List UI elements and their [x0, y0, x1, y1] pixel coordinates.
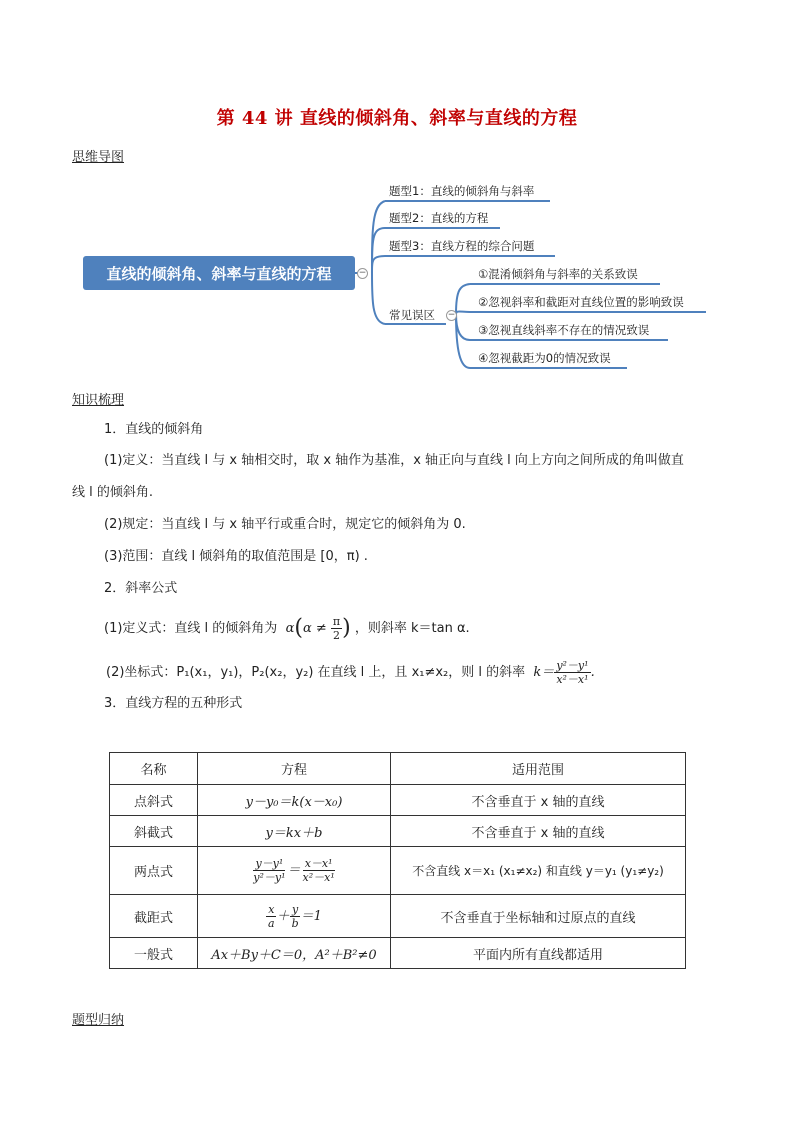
table-row — [110, 785, 686, 816]
line-equation-table — [109, 752, 686, 969]
mindmap-branch-2: 题型2：直线的方程 — [389, 211, 489, 225]
section-types: 题型归纳 — [72, 1013, 125, 1028]
slope-def-prefix: (1)定义式：直线 l 的倾斜角为 — [104, 621, 278, 636]
alpha-condition: α(α ≠ $\frac{\pi}{2}$ ) — [281, 615, 351, 642]
section-mindmap: 思维导图 — [72, 150, 125, 165]
mindmap-pitfall-2: ②忽视斜率和截距对直线位置的影响致误 — [478, 295, 684, 309]
table-row — [110, 895, 686, 938]
slope-coord-prefix: (2)坐标式：P₁(x₁，y₁)，P₂(x₂，y₂) 在直线 l 上，且 x₁≠x₂，则 l 的斜率 — [106, 665, 526, 680]
slope-definition — [104, 615, 470, 642]
slope-def-suffix: ，则斜率 k＝tan α. — [354, 621, 470, 636]
page-title: 第 44 讲 直线的倾斜角、斜率与直线的方程 — [216, 108, 578, 129]
rule-text: (2)规定：当直线 l 与 x 轴平行或重合时，规定它的倾斜角为 0. — [104, 517, 466, 532]
definition-line-1: (1)定义：当直线 l 与 x 轴相交时，取 x 轴作为基准，x 轴正向与直线 l 向上方向之间所成的角叫做直 — [104, 453, 684, 468]
mindmap-branch-3: 题型3：直线方程的综合问题 — [389, 239, 535, 253]
slope-formula: k＝ $\frac{\text{y²－y¹}}{\text{x²－x¹}}$ . — [529, 659, 595, 686]
row-name: 斜截式 — [110, 816, 198, 847]
row-name: 一般式 — [110, 938, 198, 969]
row-name: 截距式 — [110, 895, 198, 938]
mindmap-root: 直线的倾斜角、斜率与直线的方程 — [83, 256, 355, 290]
collapse-icon[interactable]: − — [358, 268, 367, 278]
row-equation: y－y₀＝k(x－x₀) — [198, 785, 391, 816]
table-row — [110, 816, 686, 847]
row-equation: $\frac{x}{a}$ ＋ $\frac{y}{b}$ ＝1 — [198, 895, 391, 938]
row-scope: 不含垂直于 x 轴的直线 — [391, 816, 686, 847]
heading-forms: 3．直线方程的五种形式 — [104, 696, 243, 711]
mindmap-pitfall-3: ③忽视直线斜率不存在的情况致误 — [478, 323, 650, 337]
row-scope: 不含直线 x＝x₁ (x₁≠x₂) 和直线 y＝y₁ (y₁≠y₂) — [391, 847, 686, 895]
header-scope: 适用范围 — [391, 753, 686, 785]
row-equation: Ax＋By＋C＝0，A²＋B²≠0 — [198, 938, 391, 969]
mindmap-pitfall-1: ①混淆倾斜角与斜率的关系致误 — [478, 267, 638, 281]
table-header-row — [110, 753, 686, 785]
range-text: (3)范围：直线 l 倾斜角的取值范围是 [0，π) . — [104, 549, 368, 564]
row-scope: 不含垂直于 x 轴的直线 — [391, 785, 686, 816]
row-name: 两点式 — [110, 847, 198, 895]
section-knowledge: 知识梳理 — [72, 393, 125, 408]
header-name: 名称 — [110, 753, 198, 785]
mindmap-branch-1: 题型1：直线的倾斜角与斜率 — [389, 184, 535, 198]
header-equation: 方程 — [198, 753, 391, 785]
row-scope: 不含垂直于坐标轴和过原点的直线 — [391, 895, 686, 938]
heading-slope: 2．斜率公式 — [104, 581, 178, 596]
row-equation: y＝kx＋b — [198, 816, 391, 847]
table-row — [110, 847, 686, 895]
row-name: 点斜式 — [110, 785, 198, 816]
mindmap-pitfall-4: ④忽视截距为0的情况致误 — [478, 351, 611, 365]
row-scope: 平面内所有直线都适用 — [391, 938, 686, 969]
slope-coordinate — [106, 659, 595, 686]
mindmap-pitfalls: 常见误区 — [389, 308, 435, 322]
table-row — [110, 938, 686, 969]
mindmap-connectors — [0, 0, 794, 400]
definition-line-2: 线 l 的倾斜角. — [72, 485, 154, 500]
collapse-icon[interactable]: − — [447, 310, 456, 320]
heading-inclination: 1．直线的倾斜角 — [104, 422, 204, 437]
row-equation: $\frac{\text{y－y¹}}{\text{y²－y¹}}$ ＝ $\frac{\text{x－x¹}}{\text{x²－x¹}}$ — [198, 847, 391, 895]
